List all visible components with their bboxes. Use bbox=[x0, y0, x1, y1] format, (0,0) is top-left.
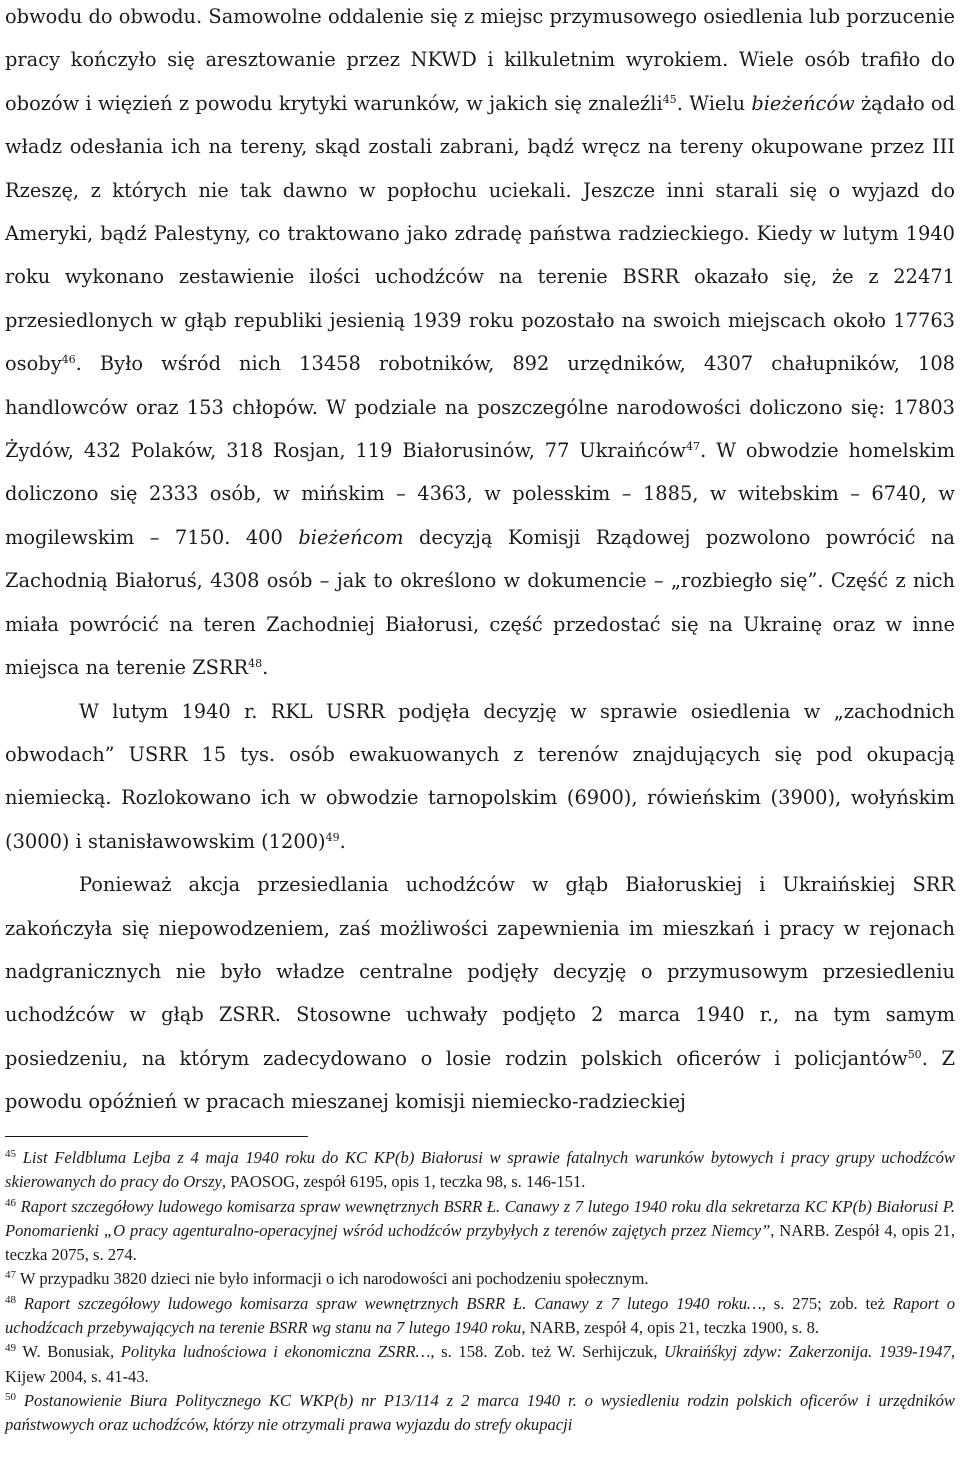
footnote-number: 48 bbox=[5, 1293, 16, 1306]
footnote-number: 47 bbox=[5, 1269, 16, 1282]
footnote-title-2: Raport o uchodźcach przebywających na terenie BSRR wg stanu na 7 lutego 1940 roku bbox=[5, 1293, 955, 1338]
footnote-ref-49[interactable]: 49 bbox=[325, 830, 340, 844]
paragraph-2 bbox=[5, 690, 955, 864]
footnote-source: , s. 158. Zob. też W. Serhijczuk, bbox=[430, 1342, 665, 1362]
footnote-46 bbox=[5, 1195, 955, 1268]
text-run: . W obwodzie homelskim doliczono się 2333 osób, w mińskim – 4363, w polesskim – 1885, w witebskim – 6740, w mogilewskim – 7150. 400 bbox=[5, 439, 955, 549]
footnote-title: Raport szczegółowy ludowego komisarza spraw wewnętrznych BSRR Ł. Canawy z 7 lutego 1940 roku… bbox=[23, 1293, 762, 1313]
footnote-source-2: , Kijew 2004, s. 41-43. bbox=[5, 1342, 955, 1386]
text-run: . Wielu bbox=[676, 91, 752, 115]
text-run: W lutym 1940 r. RKL USRR podjęła decyzję w sprawie osiedlenia w „zachodnich obwodach” USRR 15 tys. osób ewakuowanych z terenów znajdujących się pod okupacją niemiecką. Rozlokowano ich w obwodzie tarnopolskim (6900), rówieńskim (3900), wołyńskim (3000) i stanisławowskim (1200) bbox=[5, 699, 955, 853]
footnote-title: Raport szczegółowy ludowego komisarza spraw wewnętrznych BSRR Ł. Canawy z 7 lutego 1940 roku dla sekretarza KC KP(b) Białorusi P. Ponomarienki „O pracy agenturalno-operacyjnej wśród uchodźców przybyłych z terenów zajętych przez Niemcy” bbox=[5, 1196, 955, 1240]
text-run: decyzją Komisji Rządowej pozwolono powrócić na Zachodnią Białoruś, 4308 osób – jak to określono w dokumencie – „rozbiegło się”. Część z nich miała powrócić na teren Zachodniej Białorusi, część przedostać się na Ukrainę oraz w inne miejsca na terenie ZSRR bbox=[5, 525, 955, 680]
footnote-47 bbox=[5, 1267, 955, 1291]
text-run: . bbox=[262, 656, 269, 680]
footnote-title: List Feldbluma Lejba z 4 maja 1940 roku do KC KP(b) Białorusi w sprawie fatalnych warunków bytowych i pracy grupy uchodźców skierowanych do pracy do Orszy bbox=[5, 1148, 955, 1192]
footnote-title: Postanowienie Biura Politycznego KC WKP(b) nr P13/114 z 2 marca 1940 r. o wysiedleniu rodzin polskich oficerów i urzędników państwowych oraz uchodźców, którzy nie otrzymali prawa wyjazdu do strefy okupacji bbox=[5, 1390, 955, 1435]
footnote-ref-45[interactable]: 45 bbox=[662, 92, 677, 106]
footnote-ref-46[interactable]: 46 bbox=[61, 353, 76, 367]
paragraph-3 bbox=[5, 863, 955, 1123]
text-run: obwodu do obwodu. Samowolne oddalenie się z miejsc przymusowego osiedlenia lub porzucenie pracy kończyło się aresztowanie przez NKWD i kilkuletnim wyrokiem. Wiele osób trafiło do obozów i więzień z powodu krytyki warunków, w jakich się znaleźli bbox=[5, 5, 955, 115]
footnote-ref-50[interactable]: 50 bbox=[907, 1047, 922, 1061]
text-run: . bbox=[339, 829, 346, 853]
text-run: . Z powodu opóźnień w pracach mieszanej komisji niemiecko-radzieckiej bbox=[5, 1046, 955, 1114]
footnote-48 bbox=[5, 1292, 955, 1341]
italic-term: bieżeńcom bbox=[298, 525, 404, 549]
footnote-source: , s. 275; zob. też bbox=[761, 1293, 893, 1313]
footnote-ref-48[interactable]: 48 bbox=[248, 657, 263, 671]
paragraph-1 bbox=[5, 0, 955, 690]
text-run: żądało od władz odesłania ich na tereny, skąd zostali zabrani, bądź wręcz na tereny okupowane przez III Rzeszę, z których nie tak dawno w popłochu uciekali. Jeszcze inni starali się o wyjazd do Ameryki, bądź Palestyny, co traktowano jako zdradę państwa radzieckiego. Kiedy w lutym 1940 roku wykonano zestawienie ilości uchodźców na terenie BSRR okazało się, że z 22471 przesiedlonych w głąb republiki jesienią 1939 roku pozostało na swoich miejscach około 17763 osoby bbox=[5, 91, 956, 376]
footnote-ref-47[interactable]: 47 bbox=[686, 440, 701, 454]
footnote-author: W. Bonusiak, bbox=[22, 1342, 121, 1362]
footnote-number: 45 bbox=[5, 1148, 16, 1160]
footnotes bbox=[5, 1146, 955, 1438]
footnote-50 bbox=[5, 1389, 955, 1438]
footnote-number: 50 bbox=[5, 1390, 16, 1403]
footnote-number: 49 bbox=[5, 1342, 16, 1355]
text-run: Ponieważ akcja przesiedlania uchodźców w głąb Białoruskiej i Ukraińskiej SRR zakończyła się niepowodzeniem, zaś możliwości zapewnienia im mieszkań i pracy w rejonach nadgranicznych nie było władze centralne podjęły decyzję o przymusowym przesiedleniu uchodźców w głąb ZSRR. Stosowne uchwały podjęto 2 marca 1940 r., na tym samym posiedzeniu, na którym zadecydowano o losie rodzin polskich oficerów i policjantów bbox=[5, 873, 955, 1070]
footnote-title: Polityka ludnościowa i ekonomiczna ZSRR… bbox=[120, 1342, 431, 1362]
footnote-source: , NARB. Zespół 4, opis 21, teczka 2075, s. 274. bbox=[5, 1220, 955, 1265]
footnote-separator bbox=[5, 1136, 308, 1137]
footnote-text: W przypadku 3820 dzieci nie było informacji o ich narodowości ani pochodzeniu społecznym. bbox=[19, 1269, 649, 1289]
footnote-49 bbox=[5, 1340, 955, 1389]
footnote-number: 46 bbox=[5, 1196, 16, 1209]
footnote-source-2: , NARB, zespół 4, opis 21, teczka 1900, s. 8. bbox=[521, 1318, 820, 1338]
text-run: . Było wśród nich 13458 robotników, 892 urzędników, 4307 chałupników, 108 handlowców oraz 153 chłopów. W podziale na poszczególne narodowości doliczono się: 17803 Żydów, 432 Polaków, 318 Rosjan, 119 Białorusinów, 77 Ukraińców bbox=[5, 352, 955, 463]
footnote-source: , PAOSOG, zespół 6195, opis 1, teczka 98, s. 146-151. bbox=[221, 1172, 586, 1192]
italic-term: bieżeńców bbox=[751, 91, 855, 115]
footnote-title-2: Ukraińśkyj zdyw: Zakerzonija. 1939-1947 bbox=[664, 1342, 951, 1362]
main-text bbox=[5, 0, 955, 1124]
footnote-45 bbox=[5, 1146, 955, 1195]
